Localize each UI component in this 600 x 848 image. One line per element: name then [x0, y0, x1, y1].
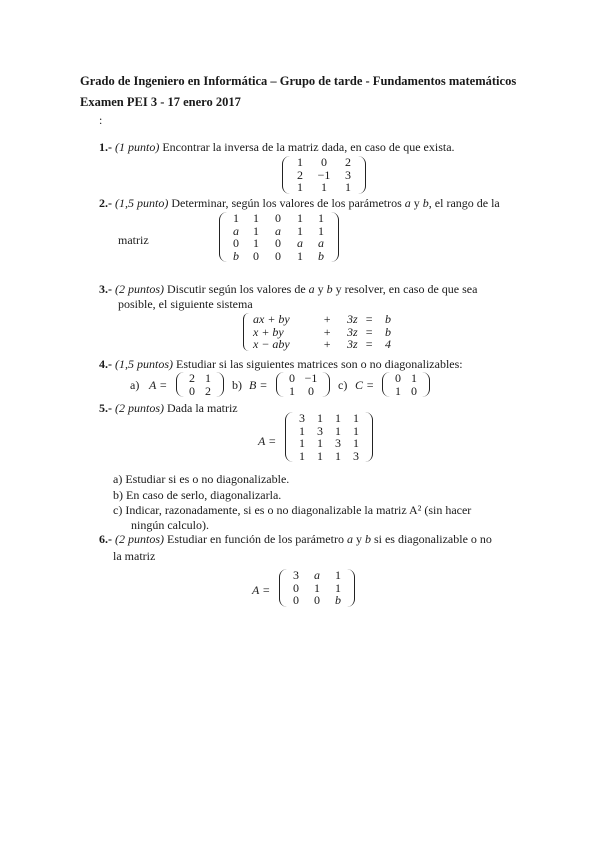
q5-item-a: a) Estudiar si es o no diagonalizable.: [113, 472, 290, 486]
q2-param-a: a: [404, 196, 411, 210]
matrix-cell: a: [297, 236, 303, 250]
q4-c-name: C =: [355, 378, 375, 392]
q5-matrix-grid: [293, 412, 365, 462]
matrix-cell: 0: [293, 593, 299, 607]
q2-matrix: [219, 212, 339, 262]
question-6: [99, 532, 492, 547]
q4-points: (1,5 puntos): [115, 357, 173, 371]
q1-points: (1 punto): [115, 140, 160, 154]
q2-number: 2.-: [99, 196, 112, 210]
header-line-1: Grado de Ingeniero en Informática – Grupo de tarde - Fundamentos matemáticos: [80, 74, 517, 88]
q3-text: Discutir según los valores de: [164, 282, 309, 296]
matrix-cell: 1: [335, 411, 341, 425]
matrix-cell: 1: [317, 411, 323, 425]
matrix-cell: 1: [253, 211, 259, 225]
q3-param-b: b: [326, 282, 333, 296]
matrix-cell: 1: [353, 423, 359, 438]
q2-param-b: b: [422, 196, 429, 210]
q4-matrix-b: [276, 372, 330, 397]
q4-matrix-a: [176, 372, 224, 397]
matrix-cell: b: [233, 248, 239, 263]
q3-and: y: [314, 282, 327, 296]
q3-line-2: posible, el siguiente sistema: [118, 297, 253, 311]
matrix-cell: 1: [314, 580, 320, 595]
q6-param-a: a: [346, 532, 353, 546]
q2-text: Determinar, según los valores de los parámetros: [168, 196, 405, 210]
system-term: x − aby: [253, 337, 290, 351]
question-1: [99, 140, 455, 155]
matrix-cell: 1: [297, 223, 303, 238]
matrix-cell: 1: [233, 211, 239, 225]
matrix-cell: 1: [299, 436, 305, 450]
matrix-cell: 1: [335, 568, 341, 582]
matrix-cell: 1: [297, 248, 303, 263]
q4-number: 4.-: [99, 357, 112, 371]
system-term: =: [365, 312, 374, 326]
matrix-cell: a: [318, 236, 324, 250]
matrix-cell: 0: [189, 383, 195, 398]
matrix-cell: a: [314, 568, 320, 582]
matrix-cell: 0: [275, 211, 281, 225]
matrix-cell: 1: [335, 423, 341, 438]
matrix-cell: a: [275, 223, 281, 238]
q4-b-name: B =: [249, 378, 268, 392]
q4-matrix-c-grid: [390, 372, 422, 397]
q6-and: y: [352, 532, 365, 546]
matrix-cell: 1: [205, 371, 211, 385]
matrix-cell: 1: [395, 383, 401, 398]
q4-text: Estudiar si las siguientes matrices son o no diagonalizables:: [173, 357, 463, 371]
q5-item-b: b) En caso de serlo, diagonalizarla.: [113, 488, 282, 502]
system-term: 3z: [347, 337, 358, 351]
q4-b-label: b): [232, 378, 242, 392]
matrix-cell: 1: [353, 411, 359, 425]
system-term: b: [385, 324, 391, 339]
q3-number: 3.-: [99, 282, 112, 296]
matrix-cell: 2: [189, 371, 195, 385]
matrix-cell: 1: [411, 371, 417, 385]
matrix-cell: 0: [321, 155, 327, 169]
q5-name: A =: [258, 434, 277, 448]
matrix-cell: 3: [293, 568, 299, 582]
system-term: 4: [385, 337, 391, 351]
q4-a-name: A =: [149, 378, 168, 392]
matrix-cell: 3: [317, 423, 323, 438]
question-5: [99, 401, 238, 416]
q2-and: y: [410, 196, 423, 210]
q1-number: 1.-: [99, 140, 112, 154]
q2-matrix-grid: [227, 212, 331, 262]
q6-text: Estudiar en función de los parámetro: [164, 532, 347, 546]
q3-param-a: a: [308, 282, 315, 296]
q6-line-2: la matriz: [113, 549, 156, 563]
question-2: [99, 196, 500, 211]
q4-matrix-c: [382, 372, 430, 397]
matrix-cell: 1: [317, 436, 323, 450]
matrix-cell: 1: [253, 223, 259, 238]
matrix-cell: −1: [317, 167, 331, 182]
matrix-cell: 1: [289, 383, 295, 398]
matrix-cell: 3: [335, 436, 341, 450]
q6-matrix-grid: [287, 569, 347, 607]
matrix-cell: 1: [297, 180, 303, 194]
q5-matrix: [285, 412, 373, 462]
system-term: =: [365, 324, 374, 339]
matrix-cell: 3: [299, 411, 305, 425]
matrix-cell: 0: [275, 236, 281, 250]
matrix-cell: 1: [253, 236, 259, 250]
matrix-cell: 3: [353, 448, 359, 463]
matrix-cell: b: [318, 248, 324, 263]
matrix-cell: 2: [205, 383, 211, 398]
q1-text: Encontrar la inversa de la matriz dada, en caso de que exista.: [159, 140, 455, 154]
matrix-cell: 1: [299, 423, 305, 438]
q6-param-b: b: [364, 532, 371, 546]
q5-points: (2 puntos): [115, 401, 164, 415]
matrix-cell: 0: [411, 383, 417, 398]
matrix-cell: 1: [318, 211, 324, 225]
q4-matrix-b-grid: [284, 372, 322, 397]
q4-matrix-a-grid: [184, 372, 216, 397]
matrix-cell: 1: [321, 180, 327, 194]
matrix-cell: 0: [293, 580, 299, 595]
matrix-cell: −1: [304, 371, 318, 385]
matrix-cell: 0: [233, 236, 239, 250]
system-term: =: [365, 337, 374, 351]
q3-text-2: y resolver, en caso de que sea: [332, 282, 478, 296]
matrix-cell: 0: [308, 383, 314, 398]
matrix-cell: b: [335, 593, 341, 607]
q3-points: (2 puntos): [115, 282, 164, 296]
q5-item-c: c) Indicar, razonadamente, si es o no diagonalizable la matriz A² (sin hacer: [113, 503, 472, 517]
q5-text: Dada la matriz: [164, 401, 238, 415]
matrix-cell: 1: [345, 180, 351, 194]
matrix-cell: 1: [297, 155, 303, 169]
matrix-cell: 0: [314, 593, 320, 607]
matrix-cell: 1: [335, 448, 341, 463]
system-term: ax + by: [253, 312, 290, 326]
matrix-cell: 0: [275, 248, 281, 263]
matrix-cell: 1: [318, 223, 324, 238]
q1-matrix: [282, 156, 366, 194]
q2-points: (1,5 punto): [115, 196, 169, 210]
system-term: x + by: [253, 324, 284, 339]
q3-system: [243, 313, 403, 351]
question-3: [99, 282, 477, 297]
matrix-cell: 0: [395, 371, 401, 385]
system-term: 3z: [347, 324, 358, 339]
question-4: [99, 357, 463, 372]
matrix-cell: 0: [253, 248, 259, 263]
q6-points: (2 puntos): [115, 532, 164, 546]
system-term: b: [385, 312, 391, 326]
header-line-2: Examen PEI 3 - 17 enero 2017: [80, 95, 241, 109]
matrix-cell: 0: [289, 371, 295, 385]
q4-c-label: c): [338, 378, 348, 392]
header-mark: :: [99, 113, 103, 127]
q5-number: 5.-: [99, 401, 112, 415]
q6-text-2: si es diagonalizable o no: [370, 532, 492, 546]
q2-label: matriz: [118, 233, 149, 247]
q2-text-2: , el rango de la: [428, 196, 500, 210]
q6-number: 6.-: [99, 532, 112, 546]
matrix-cell: 1: [353, 436, 359, 450]
matrix-cell: a: [233, 223, 239, 238]
q3-system-grid: [253, 313, 403, 351]
matrix-cell: 1: [335, 580, 341, 595]
matrix-cell: 1: [317, 448, 323, 463]
q1-matrix-grid: [290, 156, 358, 194]
matrix-cell: 1: [299, 448, 305, 463]
matrix-cell: 2: [345, 155, 351, 169]
q6-name: A =: [252, 583, 271, 597]
system-term: +: [323, 337, 332, 351]
system-term: +: [323, 324, 332, 339]
matrix-cell: 1: [297, 211, 303, 225]
matrix-cell: 3: [345, 167, 351, 182]
system-term: +: [323, 312, 332, 326]
q4-a-label: a): [130, 378, 140, 392]
q6-matrix: [279, 569, 355, 607]
q5-item-c-cont: ningún calculo).: [131, 518, 209, 532]
matrix-cell: 2: [297, 167, 303, 182]
system-term: 3z: [347, 312, 358, 326]
